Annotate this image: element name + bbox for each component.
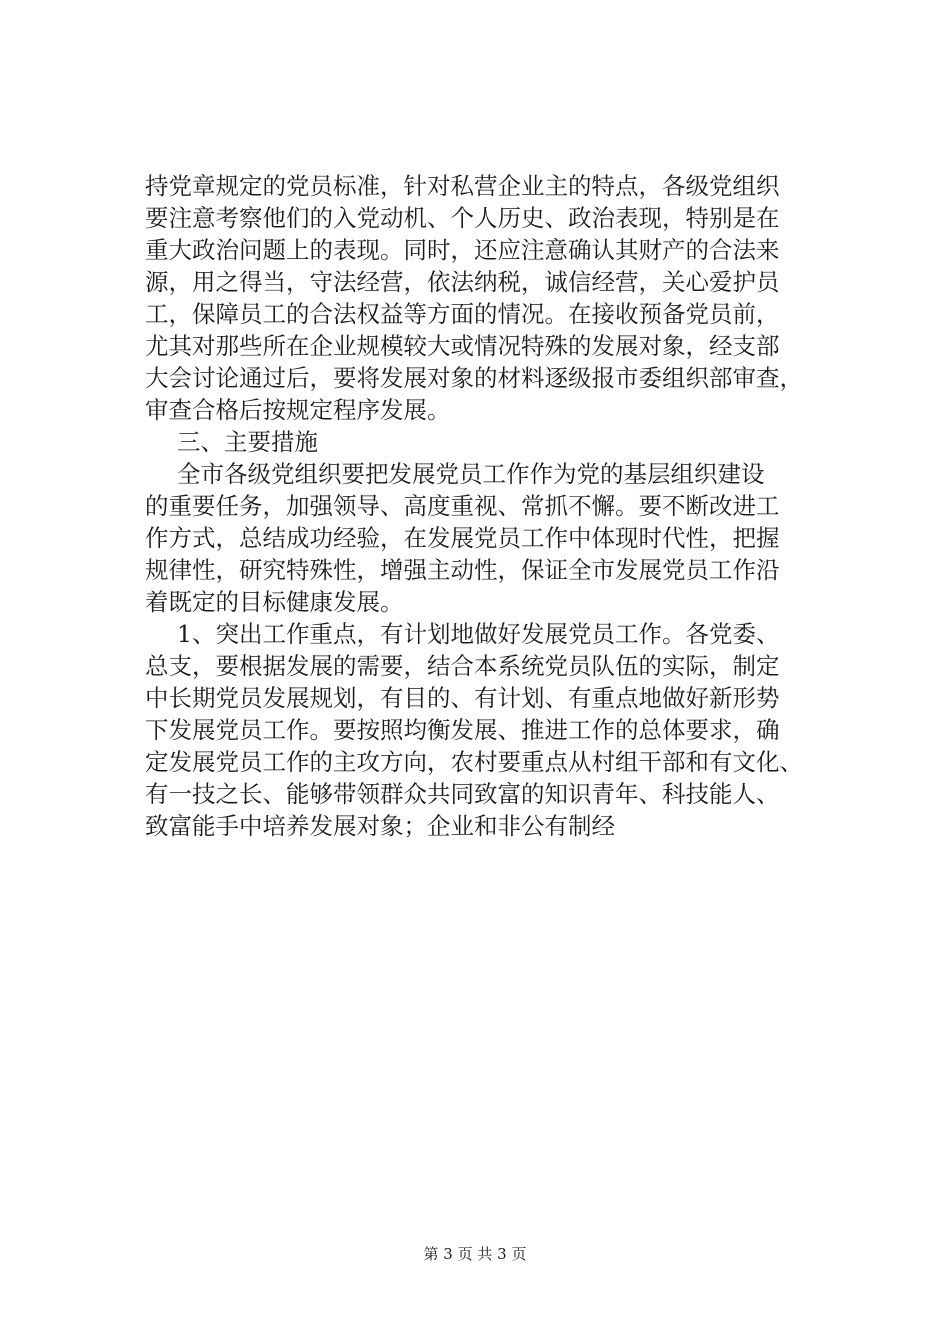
text-line: 1、突出工作重点，有计划地做好发展党员工作。各党委、 bbox=[177, 620, 780, 648]
text-line: 源，用之得当，守法经营，依法纳税，诚信经营，关心爱护员 bbox=[145, 268, 780, 296]
text-line: 着既定的目标健康发展。 bbox=[145, 588, 404, 616]
text-line: 尤其对那些所在企业规模较大或情况特殊的发展对象，经支部 bbox=[145, 332, 780, 360]
document-body bbox=[145, 170, 815, 842]
text-line: 全市各级党组织要把发展党员工作作为党的基层组织建设 bbox=[177, 460, 765, 488]
text-line: 大会讨论通过后，要将发展对象的材料逐级报市委组织部审查， bbox=[145, 364, 803, 392]
text-line: 致富能手中培养发展对象；企业和非公有制经 bbox=[145, 812, 615, 840]
text-line: 要注意考察他们的入党动机、个人历史、政治表现，特别是在 bbox=[145, 204, 780, 232]
page-footer: 第 3 页 共 3 页 bbox=[423, 1245, 527, 1263]
text-line: 作方式，总结成功经验，在发展党员工作中体现时代性，把握 bbox=[145, 524, 780, 552]
text-line: 中长期党员发展规划，有目的、有计划、有重点地做好新形势 bbox=[145, 684, 780, 712]
text-line: 三、主要措施 bbox=[177, 428, 318, 456]
text-line: 工，保障员工的合法权益等方面的情况。在接收预备党员前， bbox=[145, 300, 780, 328]
text-line: 持党章规定的党员标准，针对私营企业主的特点，各级党组织 bbox=[145, 172, 780, 200]
text-line: 规律性，研究特殊性，增强主动性，保证全市发展党员工作沿 bbox=[145, 556, 780, 584]
text-line: 总支，要根据发展的需要，结合本系统党员队伍的实际，制定 bbox=[145, 652, 780, 680]
text-line: 定发展党员工作的主攻方向，农村要重点从村组干部和有文化、 bbox=[145, 748, 803, 776]
text-line: 下发展党员工作。要按照均衡发展、推进工作的总体要求，确 bbox=[145, 716, 780, 744]
text-line: 的重要任务，加强领导、高度重视、常抓不懈。要不断改进工 bbox=[145, 492, 780, 520]
text-line: 审查合格后按规定程序发展。 bbox=[145, 396, 451, 424]
text-line: 有一技之长、能够带领群众共同致富的知识青年、科技能人、 bbox=[145, 780, 780, 808]
text-line: 重大政治问题上的表现。同时，还应注意确认其财产的合法来 bbox=[145, 236, 780, 264]
